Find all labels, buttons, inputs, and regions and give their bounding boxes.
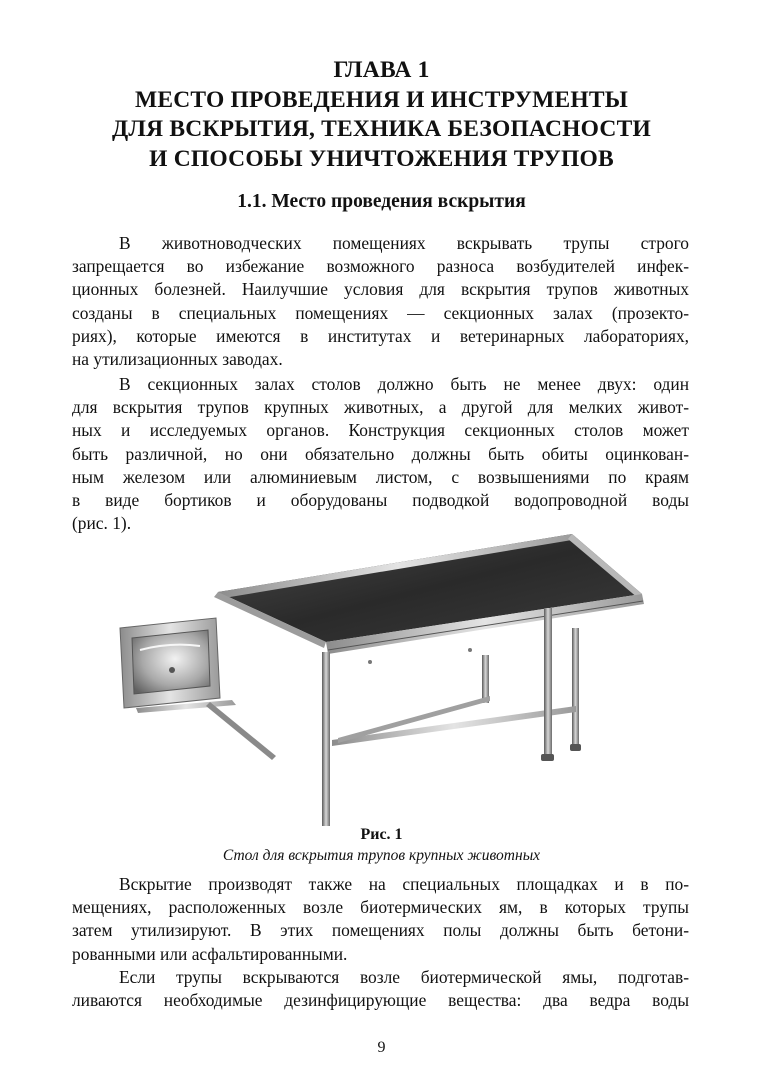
dissection-table-illustration xyxy=(100,530,670,828)
chapter-title-line: ДЛЯ ВСКРЫТИЯ, ТЕХНИКА БЕЗОПАСНОСТИ xyxy=(112,116,651,142)
leg-foot xyxy=(541,754,554,761)
paragraph xyxy=(72,373,689,535)
figure-dissection-table xyxy=(100,530,670,828)
figure-label: Рис. 1 xyxy=(360,826,403,843)
text-line: риях), которые имеются в институтах и ветеринарных лабораториях, xyxy=(72,325,689,346)
text-line: ных и исследуемых органов. Конструкция секционных столов может xyxy=(72,420,689,441)
chapter-title-line: И СПОСОБЫ УНИЧТОЖЕНИЯ ТРУПОВ xyxy=(149,145,614,172)
text-line: В секционных залах столов должно быть не менее двух: один xyxy=(119,374,689,394)
leg-foot xyxy=(570,744,581,751)
chapter-heading xyxy=(0,56,763,174)
table-leg xyxy=(322,652,330,826)
lower-crossbar xyxy=(332,706,576,746)
text-line: ционных болезней. Наилучшие условия для вскрытия трупов животных xyxy=(72,279,689,300)
chapter-number: ГЛАВА 1 xyxy=(333,57,430,83)
text-line: ливаются необходимые дезинфицирующие вещества: два ведра воды xyxy=(72,990,689,1011)
text-line: В животноводческих помещениях вскрывать трупы строго xyxy=(119,233,689,253)
text-line: Вскрытие производят также на специальных площадках и в по- xyxy=(119,874,689,894)
chapter-title-line: МЕСТО ПРОВЕДЕНИЯ И ИНСТРУМЕНТЫ xyxy=(135,86,628,113)
table-hole xyxy=(468,648,472,652)
text-line: созданы в специальных помещениях — секционных залах (прозекто- xyxy=(72,302,689,323)
paragraph xyxy=(72,966,689,1012)
text-line: быть различной, но они обязательно должны быть обиты оцинкован- xyxy=(72,443,689,464)
text-line: мещениях, расположенных возле биотермических ям, в которых трупы xyxy=(72,897,689,918)
text-line: (рис. 1). xyxy=(72,513,132,534)
text-line: рованными или асфальтированными. xyxy=(72,943,348,964)
table-leg xyxy=(572,628,579,746)
sink-drain xyxy=(169,667,175,673)
text-line: запрещается во избежание возможного разноса возбудителей инфек- xyxy=(72,256,689,277)
paragraph xyxy=(72,873,689,966)
text-line: затем утилизируют. В этих помещениях полы должны быть бетони- xyxy=(72,920,689,941)
table-leg xyxy=(482,655,489,703)
text-line: ным железом или алюминиевым листом, с возвышениями по краям xyxy=(72,466,689,487)
lower-crossbar xyxy=(338,696,490,743)
text-line: Если трупы вскрываются возле биотермической ямы, подготав- xyxy=(119,967,689,987)
sink-basin xyxy=(132,630,210,694)
table-leg xyxy=(544,608,552,758)
paragraph xyxy=(72,232,689,371)
text-line: на утилизационных заводах. xyxy=(72,348,283,369)
sink-support-brace xyxy=(206,702,276,760)
figure-caption: Стол для вскрытия трупов крупных животных xyxy=(222,847,541,864)
section-title: 1.1. Место проведения вскрытия xyxy=(237,191,526,212)
table-hole xyxy=(368,660,372,664)
page-number: 9 xyxy=(377,1039,386,1056)
text-line: для вскрытия трупов крупных животных, а другой для мелких живот- xyxy=(72,397,689,418)
text-line: в виде бортиков и оборудованы подводкой водопроводной воды xyxy=(72,489,689,510)
